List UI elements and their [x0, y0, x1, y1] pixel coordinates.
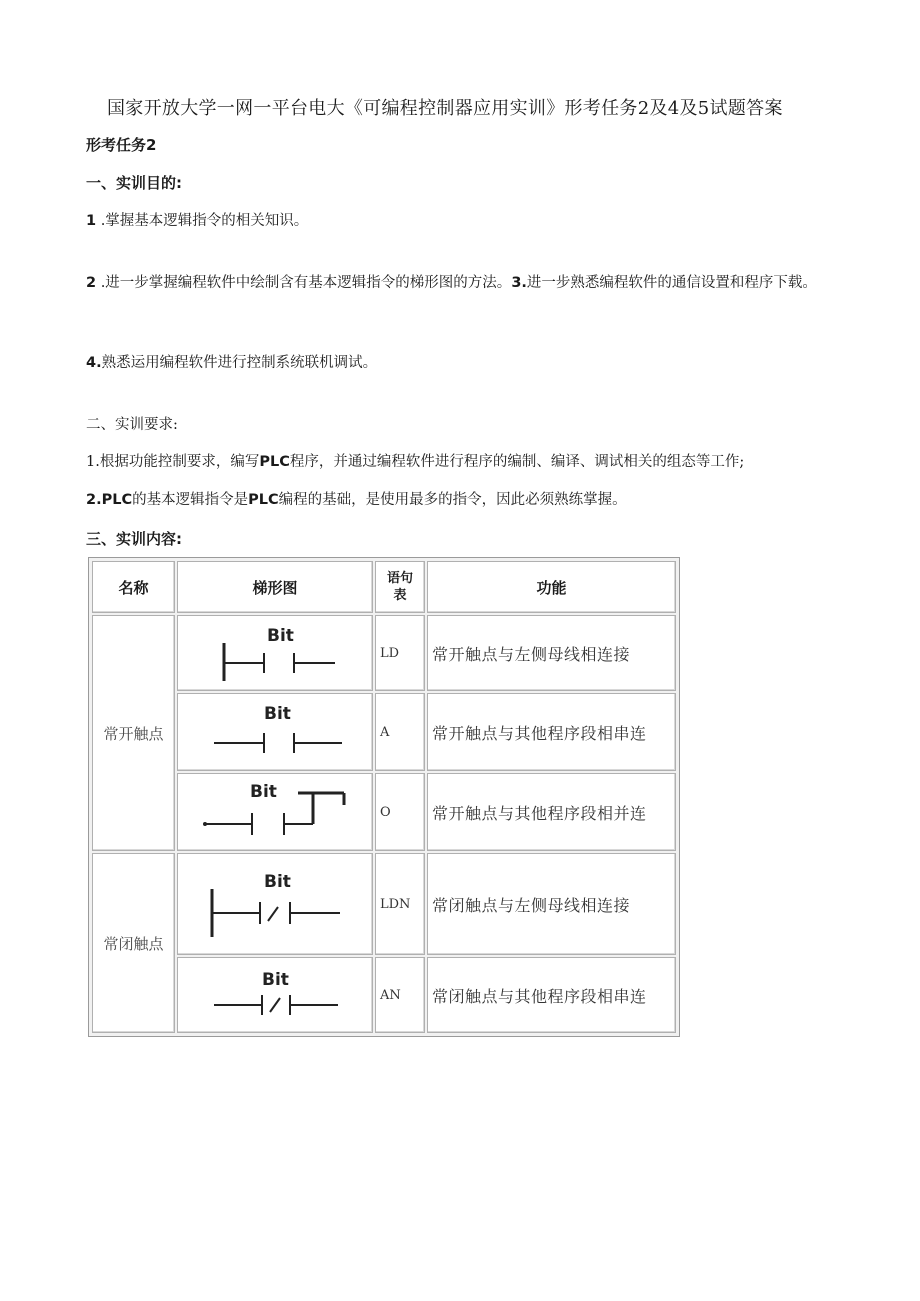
ladder-cell [177, 773, 373, 851]
objective-number: 1 [86, 213, 97, 229]
header-statement-line1: 语句 [386, 571, 413, 586]
group-normally-closed: 常闭触点 [92, 853, 175, 1033]
ladder-cell [177, 615, 373, 691]
objective-item-2 [86, 268, 836, 299]
function-cell: 常闭触点与其他程序段相串连 [427, 957, 676, 1033]
function-cell: 常开触点与其他程序段相串连 [427, 693, 676, 771]
ladder-label: Bit [264, 704, 291, 724]
header-name: 名称 [92, 561, 175, 613]
requirement-item-1 [86, 447, 744, 478]
objective-text: .掌握基本逻辑指令的相关知识。 [100, 213, 309, 229]
requirement-bold: PLC [101, 492, 133, 508]
ladder-label: Bit [267, 626, 294, 646]
section-1-heading: 一、实训目的: [86, 174, 182, 192]
ladder-cell [177, 853, 373, 955]
ladder-cell [177, 957, 373, 1033]
header-function: 功能 [427, 561, 676, 613]
objective-item-4 [86, 348, 377, 379]
requirement-bold: PLC [248, 492, 279, 508]
document-title: 国家开放大学一网一平台电大《可编程控制器应用实训》形考任务2及4及5试题答案 [107, 98, 783, 119]
task-label: 形考任务2 [86, 136, 157, 154]
requirement-prefix: 2. [86, 492, 102, 508]
ladder-label: Bit [262, 970, 289, 990]
statement-cell: LD [375, 615, 425, 691]
function-cell: 常开触点与其他程序段相并连 [427, 773, 676, 851]
header-statement-line2: 表 [393, 588, 407, 603]
ladder-no-parallel-diagram [180, 775, 370, 849]
ladder-label: Bit [264, 872, 291, 892]
requirement-text: 的基本逻辑指令是 [132, 492, 249, 508]
ladder-label: Bit [250, 782, 277, 802]
ladder-nc-left-bus-diagram [180, 855, 370, 953]
statement-cell: AN [375, 957, 425, 1033]
ladder-cell [177, 693, 373, 771]
requirement-item-2 [86, 485, 627, 516]
requirement-text: 编程的基础，是使用最多的指令，因此必须熟练掌握。 [278, 492, 627, 508]
statement-cell: LDN [375, 853, 425, 955]
statement-cell: O [375, 773, 425, 851]
objective-item-1 [86, 206, 308, 237]
function-cell: 常开触点与左侧母线相连接 [427, 615, 676, 691]
objective-number: 2 [86, 275, 97, 291]
ladder-nc-series-diagram [180, 959, 370, 1031]
header-ladder: 梯形图 [177, 561, 373, 613]
objective-text: 熟悉运用编程软件进行控制系统联机调试。 [101, 355, 378, 371]
objective-text: 进一步熟悉编程软件的通信设置和程序下载。 [526, 275, 817, 291]
ladder-no-left-bus-diagram [180, 617, 370, 689]
section-3-heading: 三、实训内容: [86, 530, 182, 548]
objective-text: .进一步掌握编程软件中绘制含有基本逻辑指令的梯形图的方法。 [100, 275, 512, 291]
header-statement [375, 561, 425, 613]
section-2-heading: 二、实训要求: [86, 417, 178, 433]
requirement-text: 程序，并通过编程软件进行程序的编制、编译、调试相关的组态等工作; [289, 454, 745, 470]
instruction-table [88, 557, 680, 1037]
objective-number: 4. [86, 355, 102, 371]
statement-cell: A [375, 693, 425, 771]
requirement-text: 根据功能控制要求，编写 [99, 454, 260, 470]
function-cell: 常闭触点与左侧母线相连接 [427, 853, 676, 955]
objective-number: 3. [511, 275, 527, 291]
ladder-no-series-diagram [180, 695, 370, 769]
requirement-bold: PLC [259, 454, 290, 470]
group-normally-open: 常开触点 [92, 615, 175, 851]
requirement-prefix: 1. [86, 454, 100, 470]
